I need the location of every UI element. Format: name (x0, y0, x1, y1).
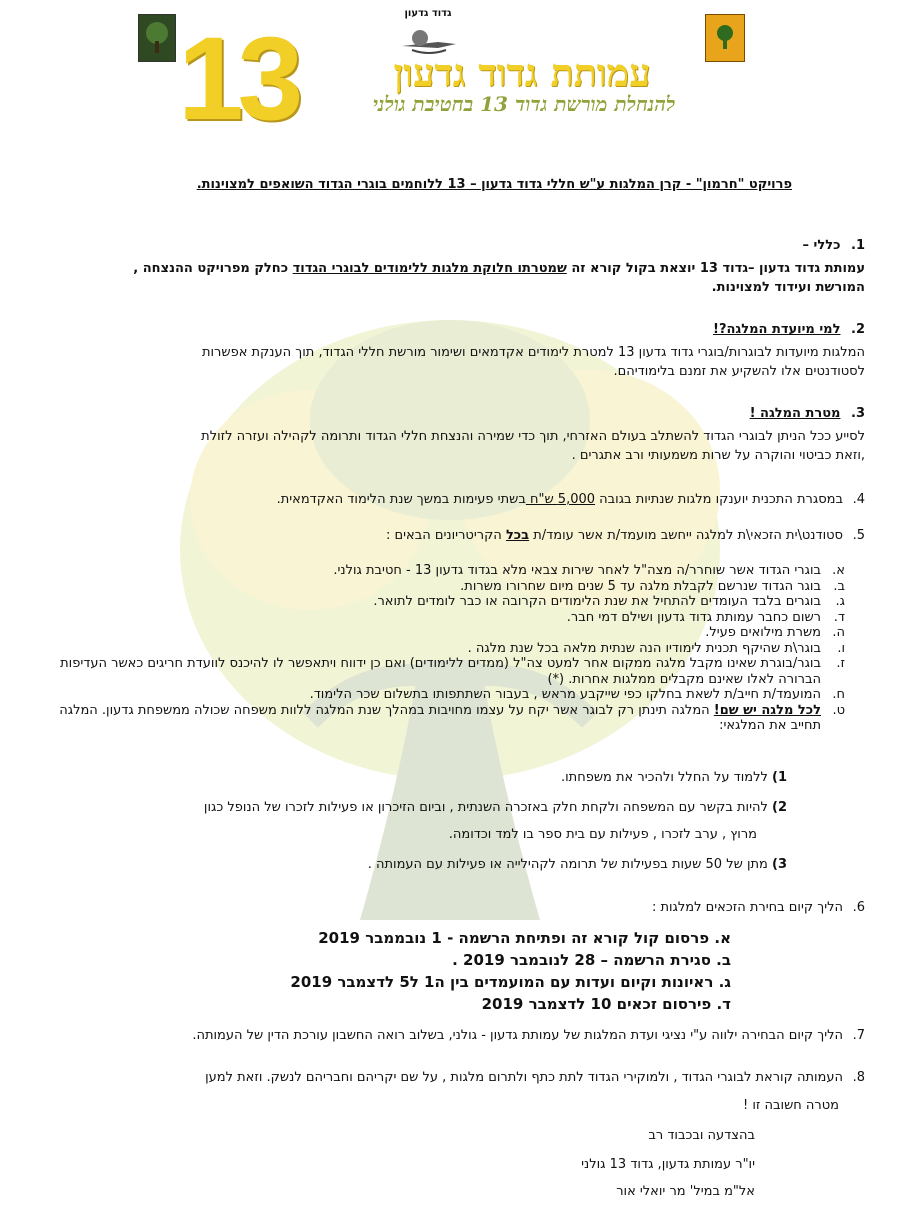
list-marker: 2) (772, 800, 787, 815)
list-item (35, 610, 845, 626)
text-line: העמותה קוראת לבוגרי הגדוד , ולמוקירי הגדוד לתת כתף ולתרום מלגות , על שם יקריהם וחבריהם לנשק. וזאת למען (205, 1070, 843, 1085)
section-number: 5. (852, 528, 865, 543)
list-item (35, 703, 845, 734)
list-item-text: רשום כחבר עמותת גדוד גדעון ושילם דמי חבר. (566, 609, 821, 625)
list-marker: 1) (772, 770, 787, 785)
list-marker: ד. (833, 609, 845, 625)
list-marker: ב. (833, 578, 845, 594)
text-run: הקריטריונים הבאים : (386, 528, 506, 543)
list-marker: ה. (832, 625, 845, 640)
section-3-heading (750, 406, 865, 421)
section-5-text (25, 526, 865, 545)
list-marker: ו. (837, 640, 845, 656)
underlined-amount: 5,000 ש"ח (525, 492, 596, 507)
document-title: פרויקט "חרמון" - קרן המלגות ע"ש חללי גדוד גדעון – 13 ללוחמים בוגרי הגדוד השואפים למצוינות. (196, 177, 792, 192)
section-2-heading (713, 322, 865, 337)
signature-role: יו"ר עמותת גדעון, גדוד 13 גולני (581, 1157, 755, 1172)
list-item (35, 579, 845, 595)
list-item-text: בוגר\ת שהיקף תכנית לימודיו הנה שנתית מלאה בכל שנת מלגה . (467, 640, 821, 656)
list-item-text: בוגרים בלבד העומדים להתחיל את שנת הלימודים הקרובה או כבר לומדים לתואר. (373, 594, 821, 609)
date-item: ב. סגירת הרשמה – 28 לנובמבר 2019 . (452, 951, 731, 969)
brigade-emblem-icon (138, 14, 176, 62)
signature-greeting: בהצדעה ובכבוד רב (648, 1128, 755, 1143)
section-number: 1. (851, 238, 865, 253)
association-title: עמותת גדוד גדעון (393, 50, 651, 95)
list-item-text: המלגה תינתן רק לבוגר אשר יקח על עצמו מחויבות במהלך שנת המלגה ללוות משפחה שכולה ממשפחת גדעון. המלגה תחייב את המלגאי: (59, 702, 821, 733)
section-2-text (25, 343, 865, 381)
list-item (35, 641, 845, 657)
section-title: כללי – (802, 238, 841, 253)
text-run: עמותת גדוד גדעון –גדוד 13 יוצאת בקול קורא זה (566, 261, 865, 276)
text-line: המלגות מיועדות לבוגרות/בוגרי גדוד גדעון 13 למטרת לימודים אקדמאים ושימור מורשת חללי הגדוד, תוך הענקת אפשרות (201, 345, 865, 360)
text-run: הליך קיום הבחירה ילווה ע"י נציגי ועדת המלגות של עמותת גדעון - גולני, בשלוב רואה החשבון עורכת הדין של העמותה. (192, 1028, 843, 1043)
obligation-1 (27, 768, 787, 787)
obligation-2 (27, 798, 787, 817)
obligation-3 (27, 855, 787, 874)
list-item-text: משרת מילואים פעיל. (705, 625, 821, 640)
list-marker: ז. (836, 656, 845, 671)
list-item-text: ללמוד על החלל ולהכיר את משפחתו. (561, 770, 768, 785)
list-item-text: בוגרי הגדוד אשר שוחרר/ה מצה"ל לאחר שירות צבאי מלא בגדוד גדעון 13 - חטיבת גולני. (333, 563, 821, 578)
list-marker: ג. (835, 594, 845, 609)
text-run: סטודנט\ית הזכאי\ת למלגה ייחשב מועמד/ת אשר עומד/ת (529, 528, 843, 543)
section-title: למי מיועדת המלגה?! (713, 322, 841, 337)
date-item: ד. פירסום זכאים 10 לדצמבר 2019 (481, 995, 731, 1013)
section-number: 2. (851, 322, 865, 337)
golani-emblem-icon (705, 14, 745, 62)
section-8-text (25, 1068, 865, 1087)
section-1-heading (803, 238, 865, 253)
text-line: לסייע ככל הניתן לבוגרי הגדוד להשתלב בעולם האזרחי, תוך כדי שמירה והנצחת חללי הגדוד ותרומה לקהילה ועזרה לזולת (201, 429, 865, 444)
list-item-text: מתן של 50 שעות בפעילות של תרומה לקהילייה או פעילות עם העמותה . (367, 857, 768, 872)
text-run: במסגרת התכנית יוענקו מלגות שנתיות בגובה (595, 492, 843, 507)
list-item (35, 625, 845, 641)
text-line: ,וזאת כביטוי והוקרה על שרות משמעותי ורב אתגרים . (571, 448, 865, 463)
big-number-13: 13 (178, 13, 298, 145)
section-title: מטרת המלגה ! (749, 406, 841, 421)
association-subtitle: להנחלת מורשת גדוד 13 בחטיבת גולני (372, 92, 676, 116)
list-item (35, 594, 845, 610)
list-marker: א. (832, 563, 845, 578)
list-item (35, 656, 845, 687)
obligation-2-continued (57, 825, 757, 844)
underlined-text-run: שמטרתו חלוקת מלגות ללימודים לבוגרי הגדוד (292, 261, 567, 276)
section-number: 8. (852, 1070, 865, 1085)
signature-name: אל"מ במיל' מר יואלי אור (616, 1184, 755, 1199)
section-1-text (25, 259, 865, 297)
text-run: כחלק מפרויקט ההנצחה , (133, 261, 293, 276)
section-number: 6. (852, 900, 865, 915)
section-number: 7. (852, 1028, 865, 1043)
section-6-text (25, 898, 865, 917)
list-item-text: בוגר/בוגרת שאינו מקבל מלגה ממקום אחר למעט צה"ל (ממדים ללימודים) ואם כן ידווח ויתאפשר לו להיכנס לוועדת חריגים כאשר העדיפות הברורה לאלו שאינם מקבלים ממלגות אחרות. (*) (60, 656, 821, 687)
list-item (35, 687, 845, 703)
list-marker: 3) (772, 857, 787, 872)
section-8-continued (39, 1096, 839, 1115)
text-line: מטרה חשובה זו ! (743, 1098, 839, 1113)
list-item-text: להיות בקשר עם המשפחה ולקחת חלק באזכרה השנתית , וביום הזיכרון או פעילות לזכרו של הנופל כגון (203, 800, 768, 815)
section-number: 3. (851, 406, 865, 421)
date-item: ג. ראיונות וקיום ועדות עם המועמדים בין ה1 ל5 לדצמבר 2019 (290, 973, 731, 991)
timeline-dates (131, 927, 731, 1015)
section-7-text (25, 1026, 865, 1045)
list-marker: ח. (832, 687, 845, 702)
text-run: הליך קיום בחירת הזכאים למלגות : (651, 900, 843, 915)
bold-lead-text: לכל מלגה יש שם! (713, 702, 821, 718)
text-run: המורשת ועידוד למצוינות. (711, 280, 865, 295)
list-item-text: בוגר הגדוד שנרשם לקבלת מלגה עד 5 שנים מיום שחרורו משרות. (460, 578, 821, 594)
bold-underlined-text: בכל (505, 528, 530, 543)
criteria-list (35, 563, 845, 734)
section-3-text (25, 427, 865, 465)
text-line: לסטודנטים אלו להשקיע את זמנם בלימודיהם. (613, 364, 865, 379)
list-marker: ט. (832, 702, 845, 718)
list-item (35, 563, 845, 579)
unit-label: גדוד גדעון (404, 8, 452, 19)
text-run: בשתי פעימות במשך שנת הלימוד האקדמאית. (276, 492, 526, 507)
list-item-text: המועמד/ת חייב/ת לשאת בחלקו כפי שייקבע מראש , בעבור השתתפותו בתשלום שכר הלימוד. (309, 687, 821, 702)
list-item-text: מרוץ , ערב לזכרו , פעילות עם בית ספר בו למד וכדומה. (448, 827, 757, 842)
date-item: א. פרסום קול קורא זה ופתיחת הרשמה - 1 נובממבר 2019 (318, 929, 731, 947)
section-number: 4. (852, 492, 865, 507)
section-4-text (25, 490, 865, 509)
